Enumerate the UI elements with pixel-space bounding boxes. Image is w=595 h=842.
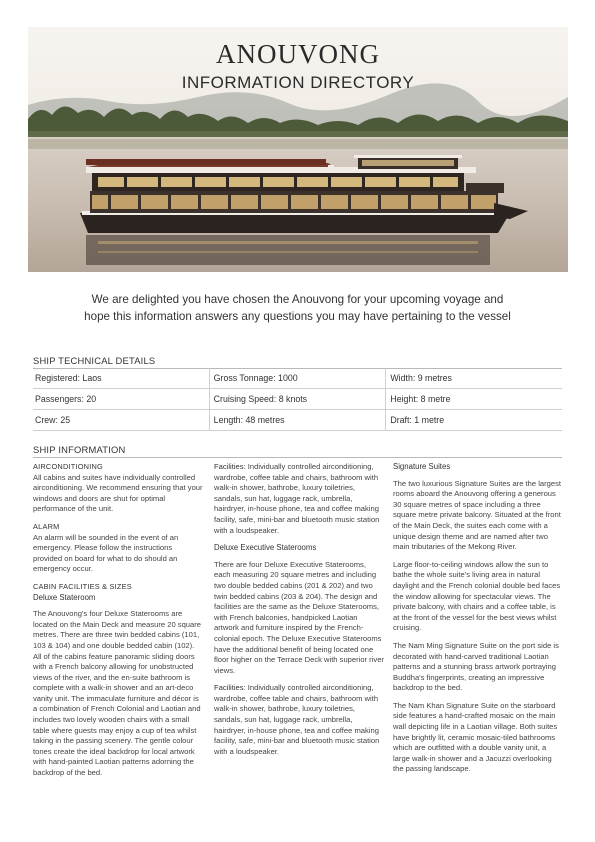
facilities-text: Facilities: Individually controlled airconditioning, wardrobe, coffee table and chairs, bathroom with walk-in shower, bathrobe, luxury toiletries, sandals, sun hat, luggage rack, umbrella, hairdryer, in-house phone, tea and coffee making facility, safe, mini-bar and bluetooth music station with a loudspeaker. — [214, 683, 380, 756]
facilities-label: Facilities: — [214, 683, 246, 693]
aircon-heading: AIRCONDITIONING — [33, 462, 103, 471]
ship-name-title: ANOUVONG — [216, 39, 380, 69]
facilities-label: Facilities: — [214, 462, 246, 471]
deluxe-stateroom-heading: Deluxe Stateroom — [33, 592, 96, 602]
deluxe-stateroom-text: The Anouvong's four Deluxe Staterooms are located on the Main Deck and measure 20 square metres. There are three twin bedded cabins (101, 103 & 104) and one double bedded cabin (102). All of the cabins feature panoramic sliding doors with a French balcony allowing for unobstructed views of the river, and the en-suite bathroom is complete with a walk-in shower and an art-deco vanity unit. The immaculate furniture and décor is a combination of French Colonial and Laotian and includes two lovely wooden chairs with a small table where guests may enjoy a cup of tea whilst taking in the passing scenery. The gentle colour tones create the ideal backdrop for local artwork with hand-painted Laotian patterns adorning the backdrop of the bed. — [33, 609, 202, 778]
info-column-2 — [214, 462, 384, 764]
intro-line: We are delighted you have chosen the Anouvong for your upcoming voyage and — [91, 293, 504, 306]
signature-suites-text: The two luxurious Signature Suites are the largest rooms aboard the Anouvong offering a generous 30 square metres of space including a three square metre private balcony. Situated at the front of the Main Deck, the suites each come with a unique design theme and are named after two main tributaries of the Mekong River. — [393, 478, 561, 552]
signature-suites-heading: Signature Suites — [393, 462, 451, 471]
table-cell: Height: 8 metre — [385, 389, 562, 409]
hero-image — [28, 27, 568, 272]
deluxe-executive-text: There are four Deluxe Executive Staterooms, each measuring 20 square metres and including two double bedded cabins (201 & 202) and two twin bedded cabins (203 & 204). The design and facilities are the same as the Deluxe Staterooms, with French balconies, handpicked Laotian artwork and furniture inspired by the French-colonial epoch. The Deluxe Executive Staterooms have the additional benefit of being located one floor higher on the Terrace Deck with superior river views. — [214, 559, 384, 675]
alarm-heading: ALARM — [33, 521, 60, 531]
table-cell: Width: 9 metres — [385, 368, 562, 388]
table-cell: Crew: 25 — [35, 415, 71, 425]
table-cell: Gross Tonnage: 1000 — [209, 368, 386, 388]
cabin-facilities-heading: CABIN FACILITIES & SIZES — [33, 581, 132, 591]
aircon-text: All cabins and suites have individually controlled airconditioning. We recommend ensuring that your windows and doors are shut for optimal performance of the unit. — [33, 472, 203, 514]
signature-suites-text: Large floor-to-ceiling windows allow the sun to bathe the whole suite's living area in natural daylight and the French colonial double bed faces the window allowing for spectacular views. The private balcony, with chairs and a coffee table, is at the front of the vessel for the best views whilst cruising. — [393, 559, 561, 633]
info-column-3 — [393, 462, 563, 782]
table-cell: Cruising Speed: 8 knots — [209, 389, 386, 409]
facilities-text: Facilities: Individually controlled airconditioning, wardrobe, coffee table and chairs, bathroom with walk-in shower, bathrobe, luxury toiletries, sandals, sun hat, luggage rack, umbrella, hairdryer, in-house phone, tea and coffee making facility, safe, mini-bar and bluetooth music station with a loudspeaker. — [214, 462, 380, 535]
table-cell: Draft: 1 metre — [385, 410, 562, 430]
directory-subtitle: INFORMATION DIRECTORY — [181, 73, 415, 92]
table-cell: Passengers: 20 — [35, 394, 97, 404]
intro-text — [40, 291, 555, 325]
deluxe-executive-heading: Deluxe Executive Staterooms — [214, 543, 317, 553]
table-row — [33, 410, 562, 431]
table-cell: Registered: Laos — [35, 373, 102, 383]
signature-suites-text: The Nam Khan Signature Suite on the starboard side features a hand-crafted mosaic on the main wall depicting life in a Laotian village. Both suites have brightly lit, ceramic mosaic-tiled bathrooms which are outfitted with a double vanity unit, a large walk-in shower and a Jacuzzi overlooking the passing landscape. — [393, 700, 558, 774]
info-column-1 — [33, 462, 203, 786]
signature-suites-text: The Nam Ming Signature Suite on the port side is decorated with hand-carved traditional Laotian patterns and a stunning brass artwork portraying Buddha's fingerprints, creating an impressive backdrop to the bed. — [393, 640, 559, 693]
table-cell: Length: 48 metres — [209, 410, 386, 430]
intro-line: hope this information answers any questions you may have pertaining to the vessel — [84, 310, 511, 323]
section-divider — [33, 457, 562, 458]
tech-details-heading: SHIP TECHNICAL DETAILS — [33, 355, 156, 366]
table-row — [33, 368, 562, 389]
table-row — [33, 389, 562, 410]
tech-details-table — [33, 368, 562, 431]
alarm-text: An alarm will be sounded in the event of an emergency. Please follow the instructions provided on board for what to do should an emergency occur. — [33, 532, 179, 574]
ship-info-heading: SHIP INFORMATION — [33, 444, 126, 455]
